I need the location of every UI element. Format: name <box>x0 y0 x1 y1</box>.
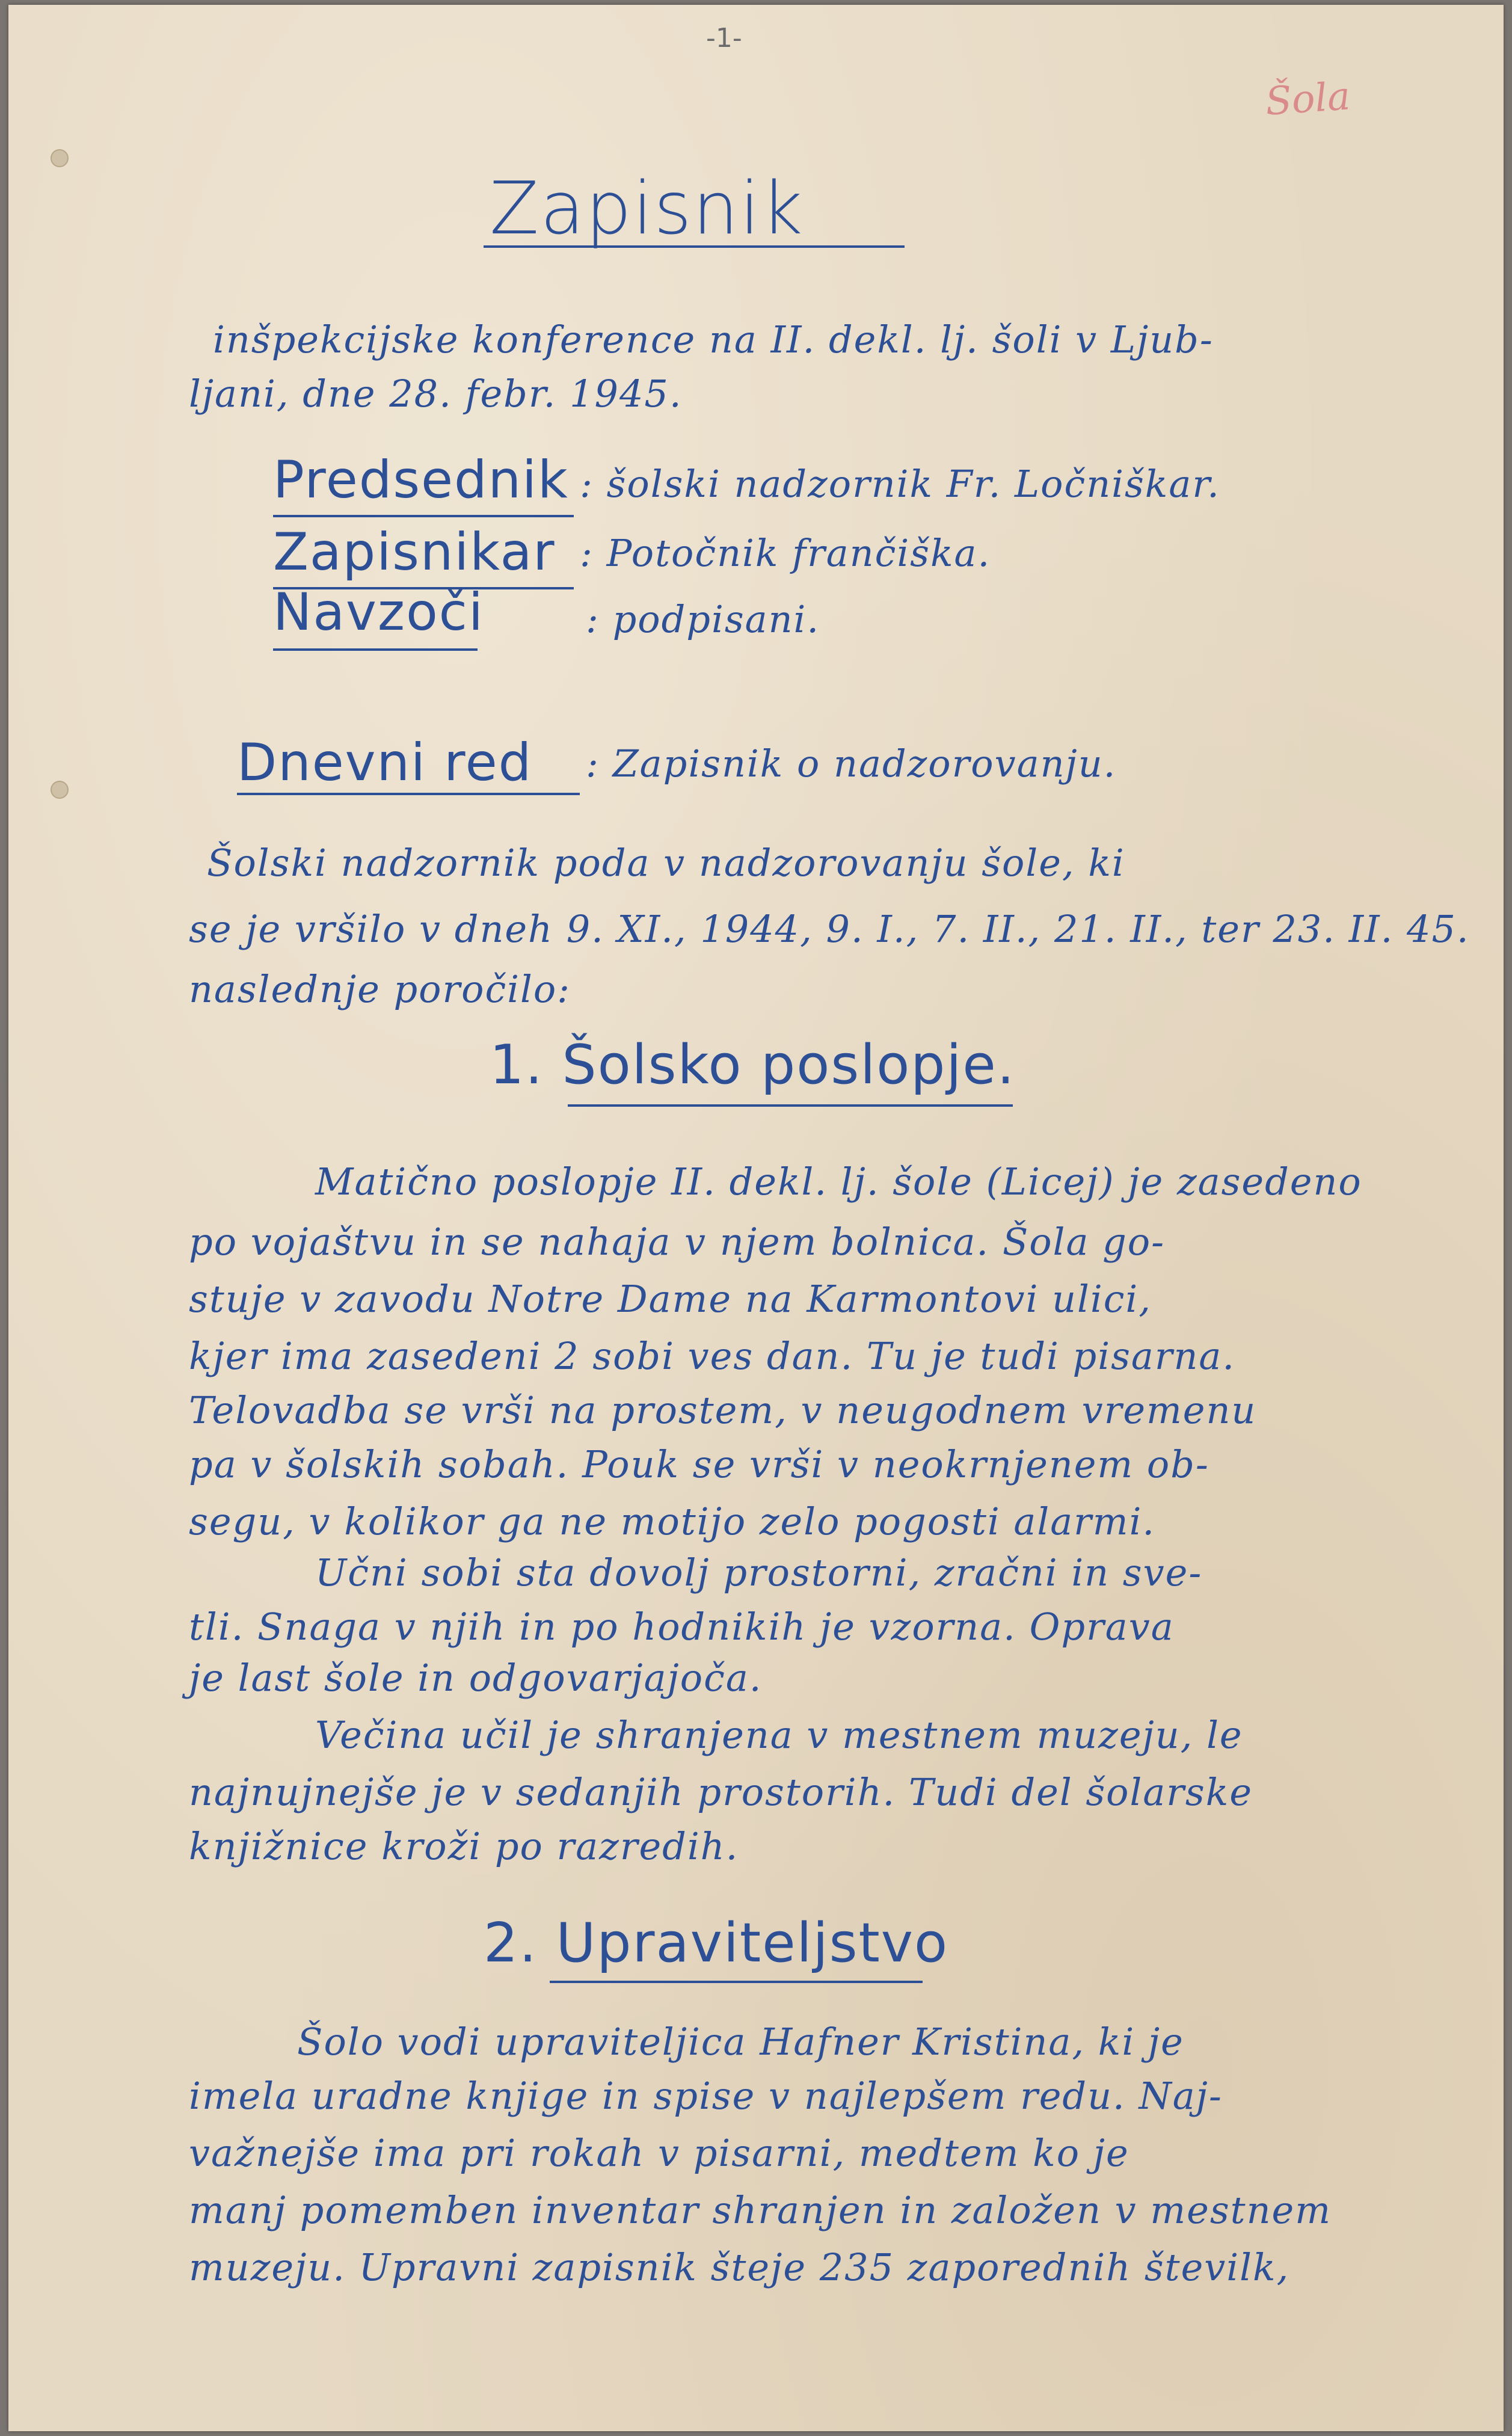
present-underline <box>273 648 478 651</box>
report-line-3: naslednje poročilo: <box>189 967 571 1011</box>
section-1-line-9: tli. Snaga v njih in po hodnikih je vzorna. Oprava <box>189 1605 1175 1649</box>
agenda-value: : Zapisnik o nadzorovanju. <box>586 742 1117 786</box>
section-1-underline <box>568 1104 1013 1107</box>
section-1-line-3: stuje v zavodu Notre Dame na Karmontovi ulici, <box>189 1277 1152 1321</box>
recorder-value: : Potočnik frančiška. <box>580 531 991 575</box>
section-2-underline <box>550 1981 923 1983</box>
intro-line-2: ljani, dne 28. febr. 1945. <box>189 372 683 416</box>
section-2-line-1: Šolo vodi upraviteljica Hafner Kristina, ki je <box>297 2020 1184 2064</box>
punch-hole-top <box>51 149 69 167</box>
section-1-line-2: po vojaštvu in se nahaja v njem bolnica. Šola go- <box>189 1220 1166 1264</box>
present-label: Navzoči <box>273 582 484 642</box>
section-1-line-1: Matično poslopje II. dekl. lj. šole (Licej) je zasedeno <box>315 1160 1362 1204</box>
section-2-line-5: muzeju. Upravni zapisnik šteje 235 zaporednih številk, <box>189 2245 1290 2289</box>
intro-line-1: inšpekcijske konference na II. dekl. lj. šoli v Ljub- <box>213 318 1214 361</box>
report-line-1: Šolski nadzornik poda v nadzorovanju šole, ki <box>207 841 1125 885</box>
page-number: -1- <box>706 23 742 54</box>
document-page <box>8 5 1504 2431</box>
chairman-underline <box>273 515 574 517</box>
agenda-label: Dnevni red <box>237 733 533 793</box>
section-1-line-6: pa v šolskih sobah. Pouk se vrši v neokrnjenem ob- <box>189 1442 1209 1486</box>
section-1-line-7: segu, v kolikor ga ne motijo zelo pogosti alarmi. <box>189 1499 1156 1543</box>
title-underline <box>484 245 905 248</box>
section-1-heading: 1. Šolsko poslopje. <box>490 1033 1016 1097</box>
section-1-line-5: Telovadba se vrši na prostem, v neugodnem vremenu <box>189 1388 1257 1432</box>
report-line-2: se je vršilo v dneh 9. XI., 1944, 9. I., 7. II., 21. II., ter 23. II. 45. <box>189 907 1470 951</box>
corner-note: Šola <box>1264 74 1352 125</box>
present-value: : podpisani. <box>586 597 820 641</box>
section-2-line-3: važnejše ima pri rokah v pisarni, medtem ko je <box>189 2131 1129 2175</box>
section-1-line-4: kjer ima zasedeni 2 sobi ves dan. Tu je tudi pisarna. <box>189 1334 1236 1378</box>
section-1-line-10: je last šole in odgovarjajoča. <box>189 1656 763 1700</box>
section-2-line-2: imela uradne knjige in spise v najlepšem redu. Naj- <box>189 2074 1223 2118</box>
section-1-line-8: Učni sobi sta dovolj prostorni, zračni in sve- <box>315 1551 1203 1595</box>
section-1-line-11: Večina učil je shranjena v mestnem muzeju, le <box>315 1713 1243 1757</box>
chairman-label: Predsednik <box>273 450 569 510</box>
section-1-line-12: najnujnejše je v sedanjih prostorih. Tudi del šolarske <box>189 1770 1253 1814</box>
document-title: Zapisnik <box>490 167 804 251</box>
agenda-underline <box>237 793 580 795</box>
chairman-value: : šolski nadzornik Fr. Ločniškar. <box>580 462 1220 506</box>
section-2-heading: 2. Upraviteljstvo <box>484 1912 949 1975</box>
section-1-line-13: knjižnice kroži po razredih. <box>189 1824 739 1868</box>
section-2-line-4: manj pomemben inventar shranjen in založen v mestnem <box>189 2188 1332 2232</box>
recorder-label: Zapisnikar <box>273 522 556 582</box>
punch-hole-middle <box>51 781 69 799</box>
